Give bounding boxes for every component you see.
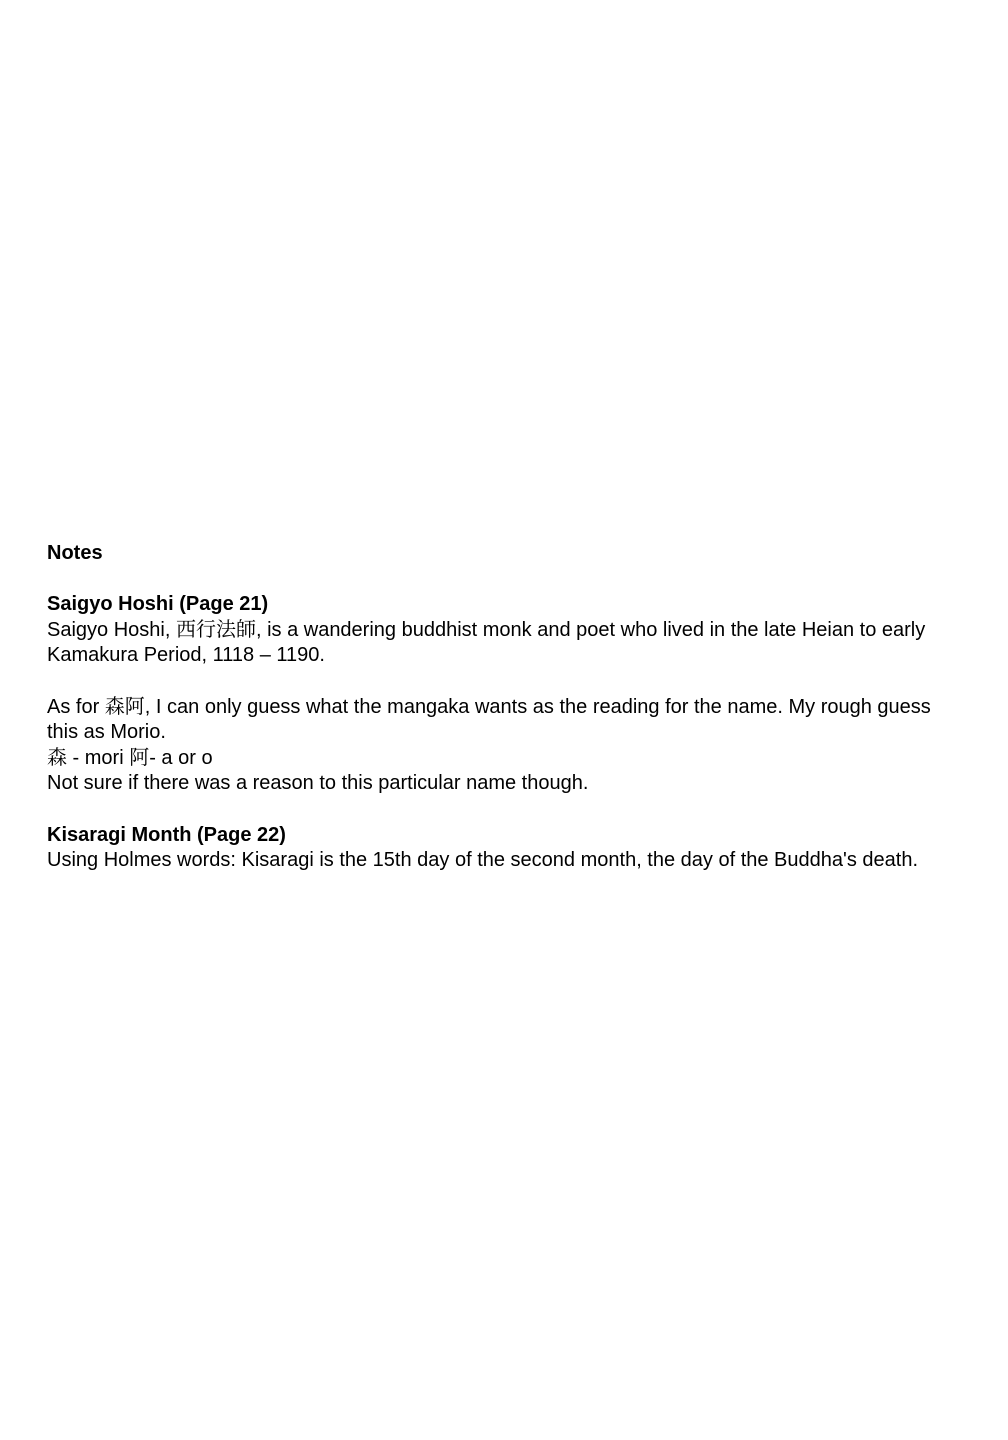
kisaragi-paragraph-1: Using Holmes words: Kisaragi is the 15th day of the second month, the day of the Buddha's death. — [47, 849, 918, 872]
saigyo-paragraph-4: Not sure if there was a reason to this particular name though. — [47, 772, 589, 795]
section-heading-saigyo: Saigyo Hoshi (Page 21) — [47, 593, 269, 616]
notes-title: Notes — [47, 542, 103, 564]
notes-content — [47, 541, 947, 874]
spacer — [47, 669, 947, 695]
saigyo-paragraph-1: Saigyo Hoshi, 西行法師, is a wandering buddhist monk and poet who lived in the late Heian to early Kamakura Period, 1118 – 1190. — [47, 618, 926, 667]
spacer — [47, 797, 947, 823]
saigyo-paragraph-2: As for 森阿, I can only guess what the mangaka wants as the reading for the name. My rough guess this as Morio. — [47, 695, 931, 744]
spacer — [47, 567, 947, 593]
saigyo-paragraph-3: 森 - mori 阿- a or o — [47, 746, 213, 769]
section-heading-kisaragi: Kisaragi Month (Page 22) — [47, 823, 286, 846]
